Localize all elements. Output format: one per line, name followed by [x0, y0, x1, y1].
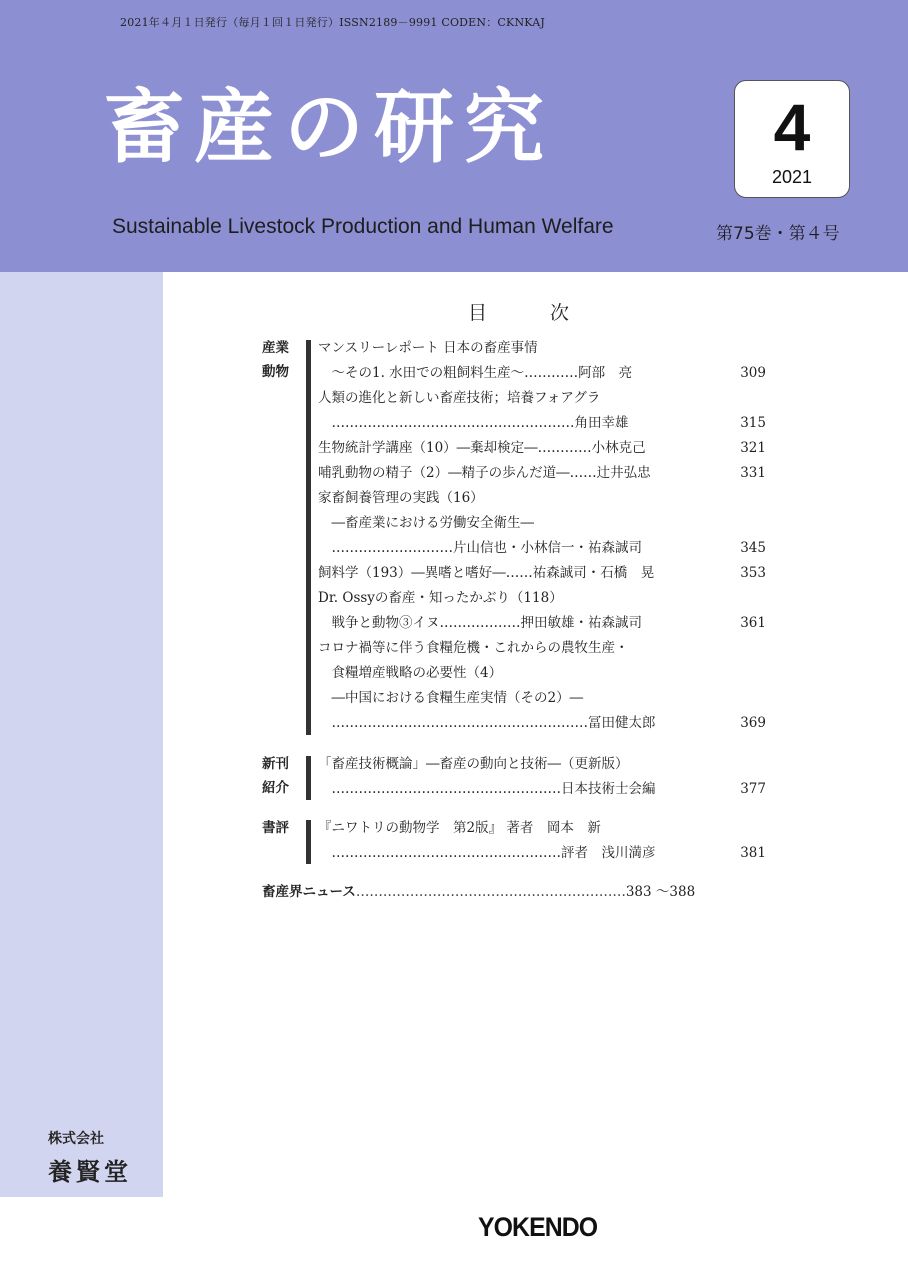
- publisher-block: [48, 1128, 132, 1187]
- publisher-name: 養賢堂: [48, 1157, 132, 1186]
- section-entries: [318, 336, 766, 736]
- news-pages: 383 ～388: [625, 884, 696, 900]
- section-bar: [306, 340, 311, 735]
- toc-line[interactable]: 「畜産技術概論」―畜産の動向と技術―（更新版）: [318, 756, 629, 772]
- section-bar: [306, 820, 311, 864]
- journal-title: 畜産の研究: [104, 81, 554, 174]
- toc-line[interactable]: 戦争と動物③イヌ………………押田敏雄・祐森誠司 361: [318, 615, 766, 631]
- toc-line[interactable]: ～その1. 水田での粗飼料生産～…………阿部 亮 309: [318, 365, 766, 381]
- journal-subtitle: Sustainable Livestock Production and Human Welfare: [112, 215, 614, 238]
- toc-line[interactable]: ………………………………………………角田幸雄 315: [318, 415, 766, 431]
- section-bar: [306, 756, 311, 800]
- section-label: 産業 動物: [262, 340, 289, 380]
- toc-line[interactable]: 家畜飼養管理の実践（16）: [318, 490, 484, 506]
- toc-line[interactable]: Dr. Ossyの畜産・知ったかぶり（118）: [318, 590, 563, 606]
- section-entries: [318, 752, 766, 802]
- issue-number: 4: [773, 90, 811, 164]
- left-sidebar: [0, 272, 163, 1197]
- toc-line[interactable]: 哺乳動物の精子（2）―精子の歩んだ道―……辻井弘忠 331: [318, 465, 766, 481]
- toc-line[interactable]: ………………………片山信也・小林信一・祐森誠司 345: [318, 540, 766, 556]
- toc-line[interactable]: コロナ禍等に伴う食糧危機・これからの農牧生産・: [318, 640, 629, 656]
- yokendo-logo: YOKENDO: [478, 1212, 598, 1242]
- issue-year: 2021: [771, 167, 813, 187]
- issue-box: [734, 80, 850, 198]
- news-dots: ……………………………………………………: [355, 884, 626, 900]
- news-label: 畜産界ニュース: [262, 884, 356, 900]
- toc-line[interactable]: …………………………………………………冨田健太郎 369: [318, 715, 766, 731]
- section-label: 書評: [262, 820, 289, 836]
- publisher-type: 株式会社: [48, 1131, 104, 1147]
- volume-number: 第75巻・第４号: [716, 224, 840, 244]
- toc-line[interactable]: ……………………………………………日本技術士会編 377: [318, 781, 766, 797]
- cover-header: [0, 0, 908, 272]
- toc-line[interactable]: 食糧増産戦略の必要性（4）: [318, 665, 503, 681]
- toc-line[interactable]: 飼料学（193）―異嗜と嗜好―……祐森誠司・石橋 晃 353: [318, 565, 766, 581]
- toc-line[interactable]: 『ニワトリの動物学 第2版』 著者 岡本 新: [318, 820, 601, 836]
- toc-heading: 目 次: [468, 302, 592, 324]
- section-label: 新刊 紹介: [262, 756, 289, 796]
- toc-line[interactable]: ―畜産業における労働安全衛生―: [318, 515, 534, 531]
- toc-line[interactable]: ―中国における食糧生産実情（その2）―: [318, 690, 584, 706]
- section-entries: [318, 816, 766, 866]
- toc-line[interactable]: 生物統計学講座（10）―棄却検定―…………小林克己 321: [318, 440, 766, 456]
- issue-meta-line: 2021年４月１日発行（毎月１回１日発行）ISSN2189－9991 CODEN：CKNKAJ: [120, 16, 546, 29]
- toc-news-line[interactable]: [262, 880, 766, 905]
- toc-line[interactable]: 人類の進化と新しい畜産技術；培養フォアグラ: [318, 390, 601, 406]
- toc-line[interactable]: ……………………………………………評者 浅川満彦 381: [318, 845, 766, 861]
- toc-line[interactable]: マンスリーレポート 日本の畜産事情: [318, 340, 538, 356]
